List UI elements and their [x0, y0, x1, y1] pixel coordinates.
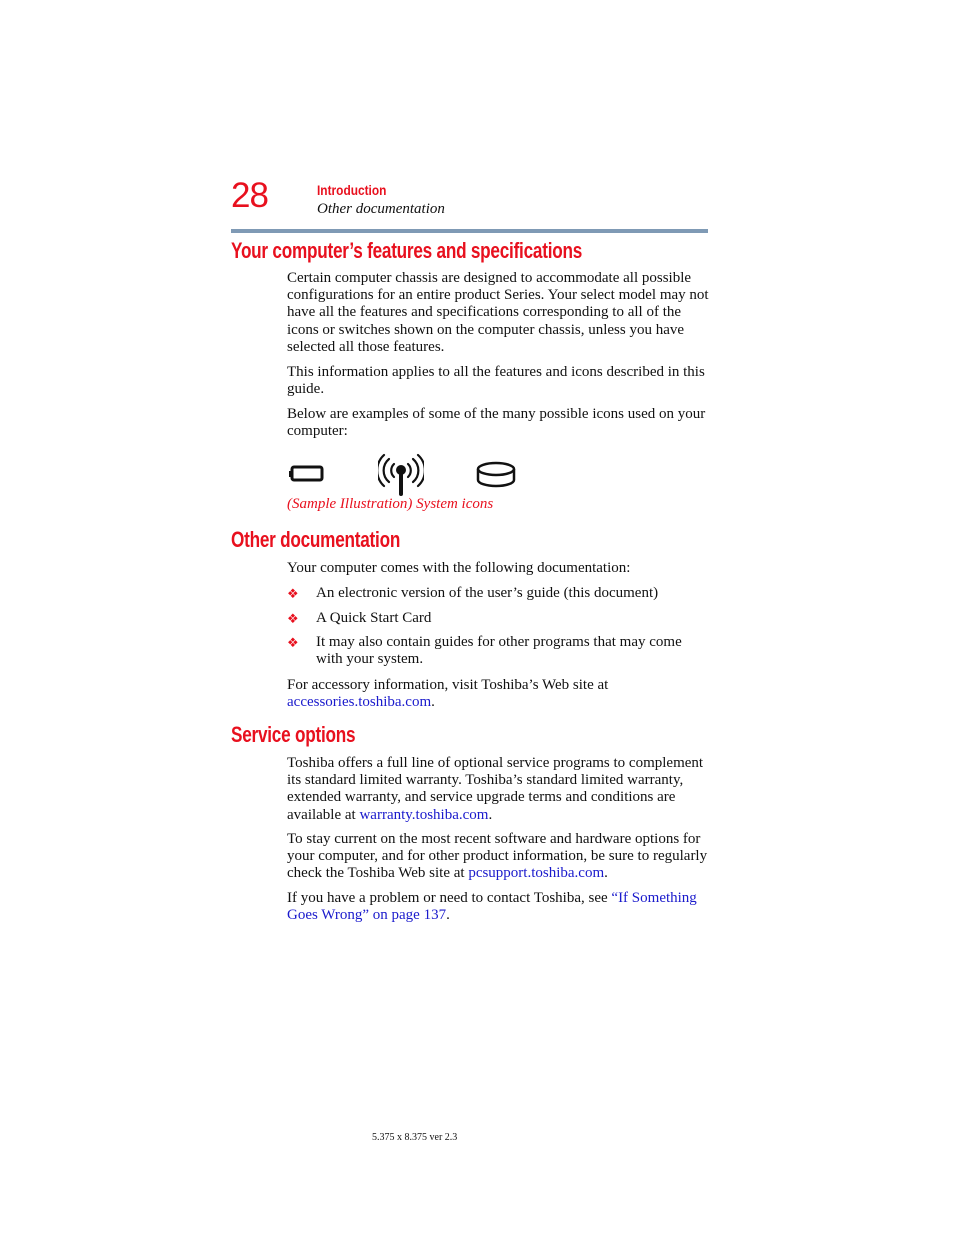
pcsupport-link[interactable]: pcsupport.toshiba.com — [468, 865, 605, 882]
section-title: Other documentation — [317, 201, 445, 217]
paragraph: To stay current on the most recent software and hardware options for your computer, and for other product information, be sure to regularly check the Toshiba Web site at pcsupport.toshiba.com. — [287, 831, 708, 882]
paragraph: This information applies to all the features and icons described in this guide. — [287, 364, 705, 398]
bullet-icon: ❖ — [287, 611, 299, 626]
paragraph: Below are examples of some of the many possible icons used on your computer: — [287, 406, 706, 440]
bullet-icon: ❖ — [287, 586, 299, 601]
accessories-link[interactable]: accessories.toshiba.com — [287, 694, 432, 711]
heading-service-options: Service options — [231, 722, 356, 747]
paragraph: For accessory information, visit Toshiba’s Web site at accessories.toshiba.com. — [287, 677, 609, 711]
wireless-icon — [378, 452, 424, 498]
heading-other-documentation: Other documentation — [231, 527, 401, 552]
paragraph: Certain computer chassis are designed to accommodate all possible configurations for an entire product Series. Your select model may not have all the features and specifications corresponding to all of the icons or switches shown on the computer chassis, unless you have selected all those features. — [287, 270, 709, 355]
paragraph: Toshiba offers a full line of optional service programs to complement its standard limited warranty. Toshiba’s standard limited warranty, extended warranty, and service upgrade terms and conditions are available at warranty.toshiba.com. — [287, 755, 704, 823]
chapter-title: Introduction — [317, 182, 387, 198]
if-something-goes-wrong-link[interactable]: “If Something Goes Wrong” on page 137 — [287, 890, 697, 924]
bullet-icon: ❖ — [287, 635, 299, 650]
battery-icon — [288, 464, 324, 484]
heading-features: Your computer’s features and specifications — [231, 238, 583, 263]
footer-text: 5.375 x 8.375 ver 2.3 — [372, 1132, 458, 1143]
warranty-link[interactable]: warranty.toshiba.com — [359, 806, 489, 823]
figure-caption: (Sample Illustration) System icons — [287, 496, 494, 512]
header-rule — [231, 229, 708, 233]
page-number: 28 — [231, 176, 268, 215]
document-page: 28 Introduction Other documentation Your computer’s features and specifications Certain computer chassis are designed to accommodate all possible configurations for an entire product Series. Your select model may not have all the features and specifications corresponding to all of the icons or switches shown on the computer chassis, unless you have selected all those features. This information applies to all the features and icons described in this guide. Below are examples of some of the many possible icons used on your computer: (Sample Illustration) System icons Other documentation Your computer comes with the following documentation: ❖ An electronic version of the user’s guide (this document) ❖ A Quick Start Card ❖ It may also contain guides for other programs that may come with your system. For accessory information, visit Toshiba’s Web site at accessories.toshiba.com. Service options Toshiba offers a full line of optional service programs to complement its standard limited warranty. Toshiba’s standard limited warranty, extended warranty, and service upgrade terms and conditions are available at warranty.toshiba.com. To stay current on the most recent software and hardware options for your computer, and for other product information, be sure to regularly check the Toshiba Web site at pcsupport.toshiba.com. If you have a problem or need to contact Toshiba, see “If Something Goes Wrong” on page 137. 5.375 x 8.375 ver 2.3 — [0, 0, 954, 1235]
hard-drive-icon — [475, 460, 517, 490]
paragraph: Your computer comes with the following documentation: — [287, 560, 631, 576]
paragraph: If you have a problem or need to contact Toshiba, see “If Something Goes Wrong” on page 137. — [287, 890, 697, 924]
